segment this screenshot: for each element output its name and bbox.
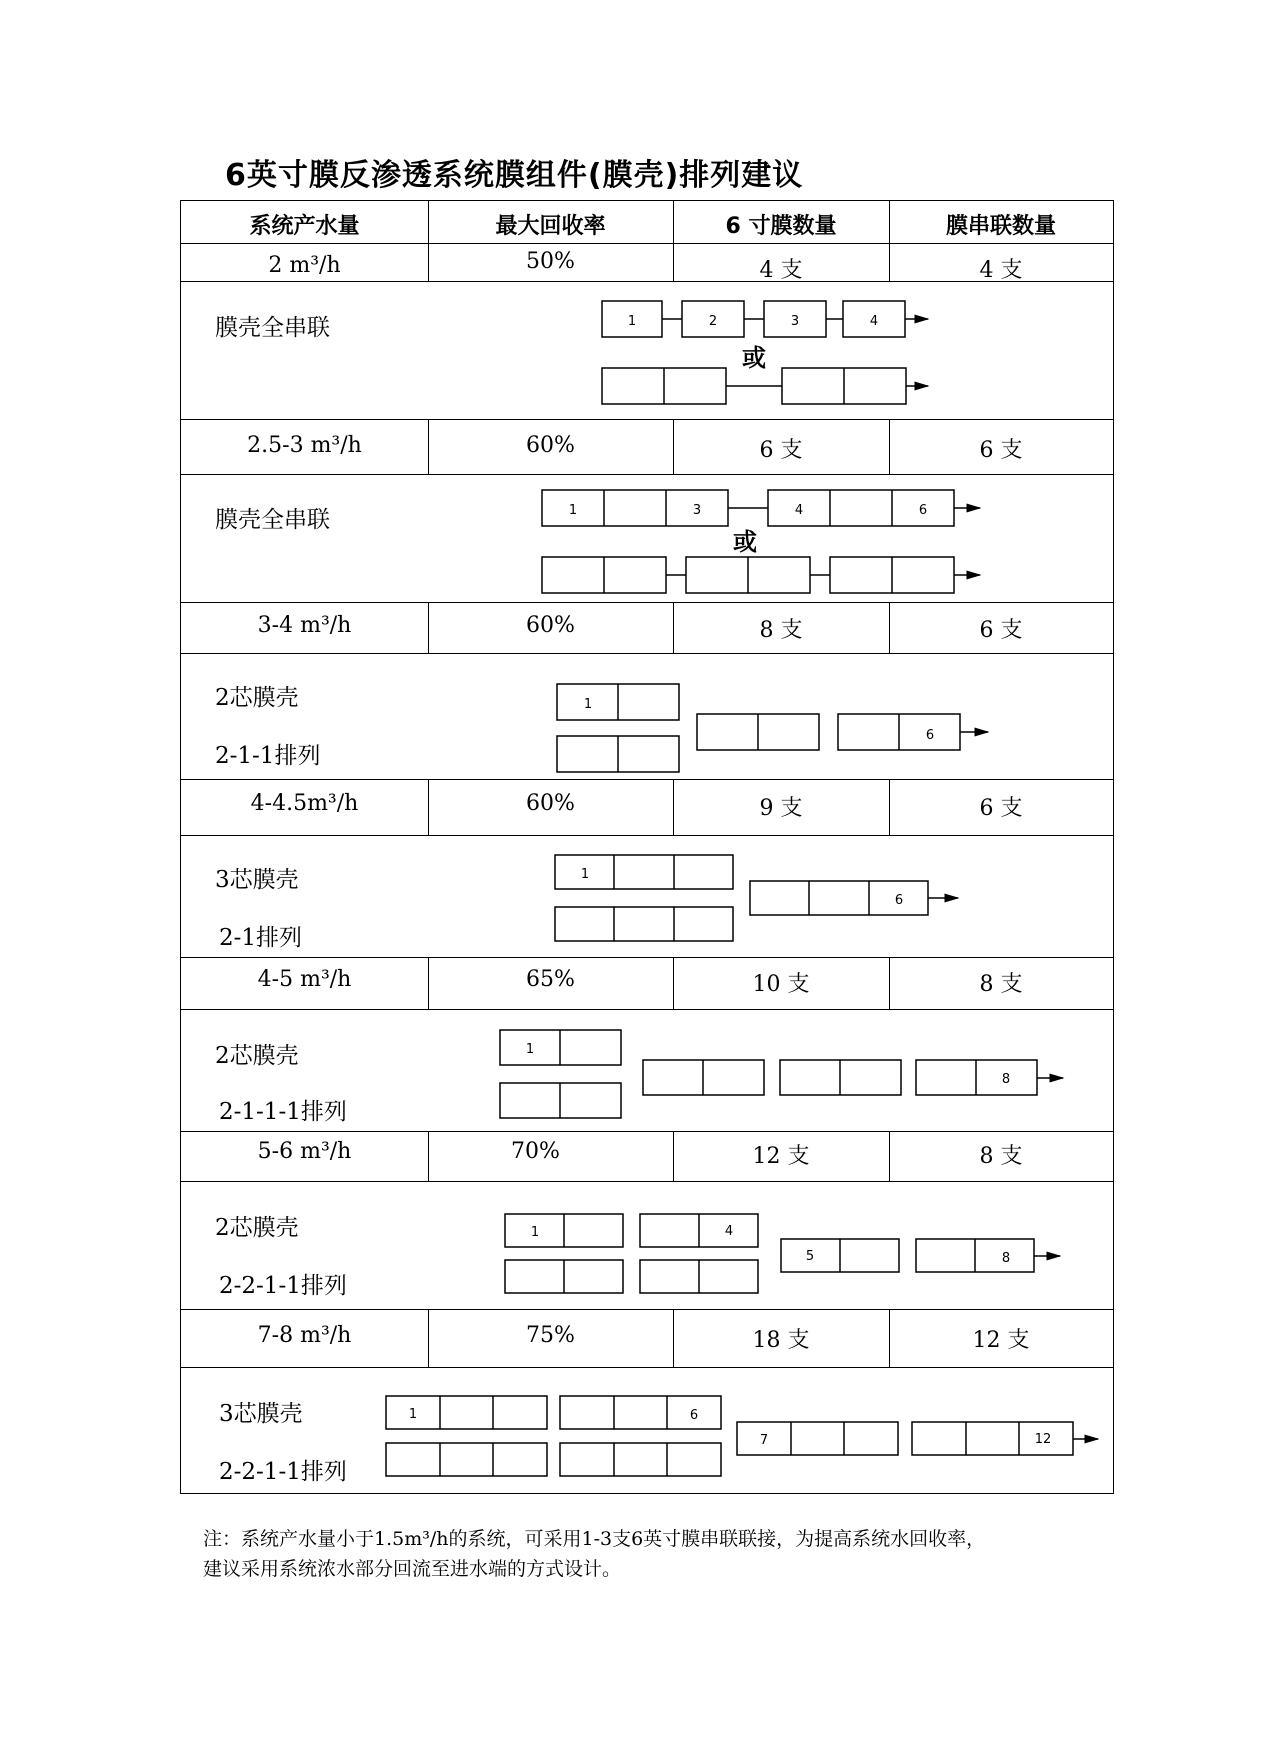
membrane-number: 8 — [1001, 1072, 1011, 1087]
membrane-number: 3 — [692, 503, 702, 518]
diagram-3core-2-2-1-1 — [386, 1396, 1098, 1476]
flow-cell: 3-4 m³/h — [257, 613, 352, 638]
arrangement-label: 2芯膜壳 — [215, 1215, 299, 1241]
series-cell: 12 支 — [972, 1328, 1030, 1353]
arrangement-sublabel: 2-2-1-1排列 — [219, 1459, 347, 1485]
arrangement-label: 膜壳全串联 — [215, 315, 330, 341]
recovery-cell: 60% — [526, 791, 575, 816]
footnote: 注：系统产水量小于1.5m³/h的系统，可采用1-3支6英寸膜串联联接，为提高系统水回收率， 建议采用系统浓水部分回流至进水端的方式设计。 — [203, 1528, 986, 1580]
membrane-number: 1 — [530, 1225, 540, 1240]
diagram-2-2-1-1 — [505, 1214, 1060, 1293]
membrane-number: 4 — [794, 503, 804, 518]
count-cell: 8 支 — [759, 618, 803, 643]
membrane-number: 2 — [708, 314, 718, 329]
membrane-number: 1 — [525, 1042, 535, 1057]
header-recovery: 最大回收率 — [495, 214, 606, 239]
count-cell: 12 支 — [752, 1144, 810, 1169]
series-cell: 6 支 — [979, 618, 1023, 643]
flow-cell: 7-8 m³/h — [257, 1323, 352, 1348]
page-title: 6英寸膜反渗透系统膜组件(膜壳)排列建议 — [225, 158, 804, 193]
arrangement-label: 2芯膜壳 — [215, 1043, 299, 1069]
count-cell: 4 支 — [759, 258, 803, 283]
count-cell: 18 支 — [752, 1328, 810, 1353]
recovery-cell: 60% — [526, 433, 575, 458]
series-cell: 8 支 — [979, 972, 1023, 997]
arrangement-sublabel: 2-1排列 — [219, 925, 303, 951]
membrane-number: 1 — [568, 503, 578, 518]
membrane-number: 8 — [1001, 1251, 1011, 1266]
count-cell: 6 支 — [759, 438, 803, 463]
series-cell: 6 支 — [979, 796, 1023, 821]
diagram-full-series-6 — [542, 490, 980, 593]
membrane-number: 6 — [925, 728, 935, 743]
membrane-number: 12 — [1034, 1432, 1052, 1447]
membrane-number: 6 — [689, 1408, 699, 1423]
membrane-number: 5 — [805, 1249, 815, 1264]
flow-cell: 4-4.5m³/h — [250, 791, 359, 816]
recovery-cell: 50% — [526, 249, 575, 274]
header-series-count: 膜串联数量 — [945, 214, 1056, 239]
arrangement-label: 2芯膜壳 — [215, 685, 299, 711]
membrane-number: 1 — [627, 314, 637, 329]
flow-cell: 4-5 m³/h — [257, 967, 352, 992]
header-flow: 系统产水量 — [249, 214, 360, 239]
series-cell: 4 支 — [979, 258, 1023, 283]
arrangement-sublabel: 2-1-1排列 — [215, 743, 321, 769]
recovery-cell: 65% — [526, 967, 575, 992]
series-cell: 6 支 — [979, 438, 1023, 463]
flow-cell: 5-6 m³/h — [257, 1139, 352, 1164]
arrangement-label: 3芯膜壳 — [219, 1401, 303, 1427]
recovery-cell: 75% — [526, 1323, 575, 1348]
arrangement-label: 3芯膜壳 — [215, 867, 299, 893]
flow-cell: 2.5-3 m³/h — [247, 433, 362, 458]
diagram-2-1-1 — [557, 684, 988, 772]
membrane-number: 1 — [408, 1407, 418, 1422]
diagram-2-1-1-1 — [500, 1030, 1063, 1118]
recovery-cell: 70% — [511, 1139, 560, 1164]
membrane-number: 3 — [790, 314, 800, 329]
recovery-cell: 60% — [526, 613, 575, 638]
flow-cell: 2 m³/h — [268, 253, 341, 278]
arrangement-sublabel: 2-1-1-1排列 — [219, 1099, 347, 1125]
series-cell: 8 支 — [979, 1144, 1023, 1169]
membrane-number: 4 — [869, 314, 879, 329]
or-label: 或 — [742, 343, 766, 372]
membrane-number: 7 — [759, 1433, 769, 1448]
or-label: 或 — [733, 527, 757, 556]
membrane-number: 4 — [724, 1224, 734, 1239]
count-cell: 9 支 — [759, 796, 803, 821]
membrane-number: 1 — [580, 867, 590, 882]
membrane-number: 6 — [918, 503, 928, 518]
membrane-number: 1 — [583, 697, 593, 712]
arrangement-label: 膜壳全串联 — [215, 507, 330, 533]
count-cell: 10 支 — [752, 972, 810, 997]
arrangement-sublabel: 2-2-1-1排列 — [219, 1273, 347, 1299]
membrane-number: 6 — [894, 893, 904, 908]
header-membrane-count: 6 寸膜数量 — [725, 214, 837, 239]
